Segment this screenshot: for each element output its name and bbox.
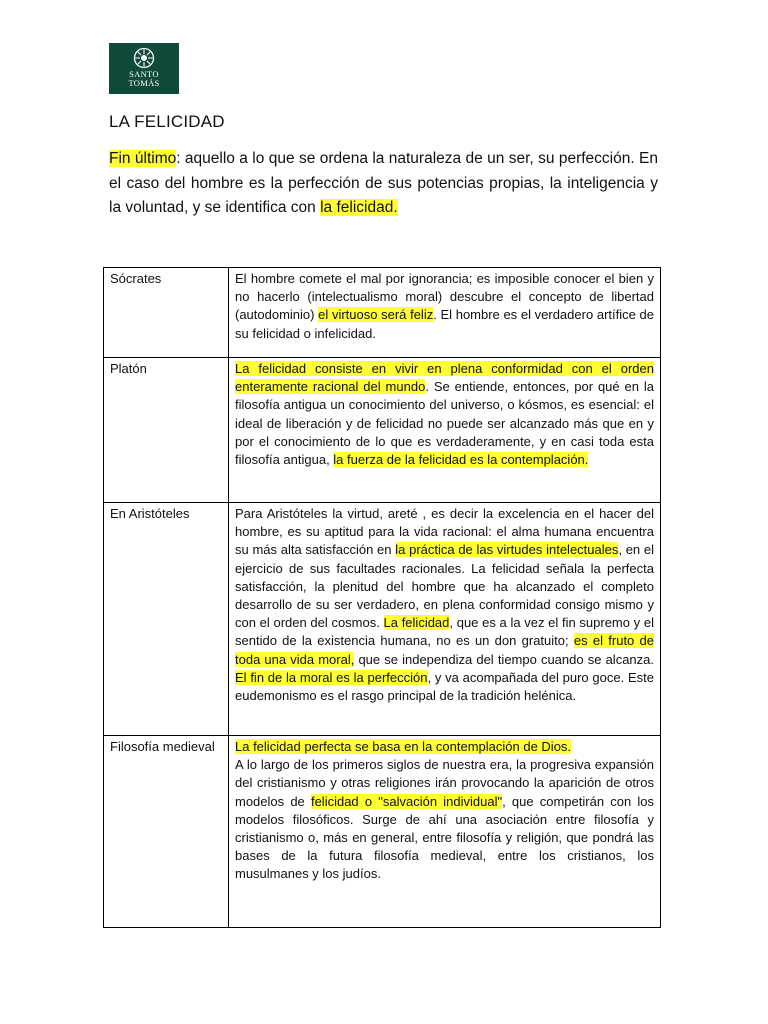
text-segment: , y va acompañada del puro goce. Este eudemonismo es el rasgo principal de la tradición helénica. xyxy=(235,669,654,704)
text-segment: que se independiza del tiempo cuando se alcanza. xyxy=(354,651,654,667)
highlighted-text: La felicidad perfecta se basa en la contemplación de Dios. xyxy=(235,739,572,754)
text-segment: , en el ejercicio de sus facultades racionales. La felicidad señala la perfecta satisfacción, la plenitud del hombre que ha alcanzado el completo desarrollo de su ser verdadero, en plena conformidad consigo mismo y con el orden del cosmos. xyxy=(235,542,654,631)
row-label: Filosofía medieval xyxy=(104,736,229,928)
intro-text: : aquello a lo que se ordena la naturaleza de un ser, su perfección. En el caso del hombre es la perfección de sus potencias propias, la inteligencia y la voluntad, y se identifica con xyxy=(109,150,658,216)
row-label: Platón xyxy=(104,358,229,503)
philosophy-table xyxy=(103,267,661,928)
text-segment: . El hombre es el verdadero artífice de su felicidad o infelicidad. xyxy=(235,307,654,341)
text-segment: , que es a la vez el fin supremo y el sentido de la existencia humana, no es un don gratuito; xyxy=(235,615,654,649)
row-label: Sócrates xyxy=(104,268,229,358)
highlighted-text: la fuerza de la felicidad es la contemplación. xyxy=(333,452,589,468)
text-segment: . Se entiende, entonces, por qué en la filosofía antigua un conocimiento del universo, o kósmos, es esencial: el ideal de liberación y de felicidad no puede ser alcanzado más que en y por el conocimiento de lo que es verdaderamente, y en casi toda esta filosofía antigua, xyxy=(235,379,655,468)
table-row xyxy=(104,503,661,736)
highlighted-text: El fin de la moral es la perfección xyxy=(235,669,428,685)
highlight-term: Fin último xyxy=(109,150,177,167)
highlighted-text: el virtuoso será feliz xyxy=(318,307,434,323)
text-segment: El hombre comete el mal por ignorancia; es imposible conocer el bien y no hacerlo (intelectualismo moral) descubre el concepto de libertad (autodominio) xyxy=(235,271,654,323)
row-description xyxy=(229,503,661,736)
intro-paragraph xyxy=(109,147,658,221)
text-segment: Para Aristóteles la virtud, areté , es decir la excelencia en el hacer del hombre, es su aptitud para la vida racional: el alma humana encuentra su más alta satisfacción en xyxy=(235,506,654,558)
highlighted-text: la práctica de las virtudes intelectuales xyxy=(395,542,619,558)
highlighted-text: es el fruto de toda una vida moral, xyxy=(235,633,655,667)
text-segment: , que competirán con los modelos filosóficos. Surge de ahí una asociación entre filosofía y cristianismo o, más en general, entre filosofía y religión, que pondrá las bases de la futura filosofía medieval, entre los cristianos, los musulmanes y los judíos. xyxy=(235,793,654,882)
table-row xyxy=(104,268,661,358)
highlighted-text: La felicidad xyxy=(383,615,450,631)
row-description xyxy=(229,268,661,358)
santo-tomas-logo xyxy=(109,43,179,94)
logo-line-1: SANTO xyxy=(129,69,159,79)
row-label: En Aristóteles xyxy=(104,503,229,736)
highlighted-text: felicidad o "salvación individual" xyxy=(310,793,503,809)
highlight-end: la felicidad. xyxy=(320,199,398,216)
document-title: LA FELICIDAD xyxy=(109,112,225,131)
text-segment: A lo largo de los primeros siglos de nuestra era, la progresiva expansión del cristianismo y otras religiones irán provocando la aparición de otros modelos de xyxy=(235,757,654,809)
row-description xyxy=(229,736,661,928)
table-row xyxy=(104,358,661,503)
crest-emblem-icon xyxy=(133,47,155,69)
table-row xyxy=(104,736,661,928)
row-description xyxy=(229,358,661,503)
logo-text xyxy=(128,70,159,88)
highlighted-text: La felicidad consiste en vivir en plena conformidad con el orden enteramente racional del mundo xyxy=(235,361,654,395)
logo-line-2: TOMÁS xyxy=(128,78,160,88)
